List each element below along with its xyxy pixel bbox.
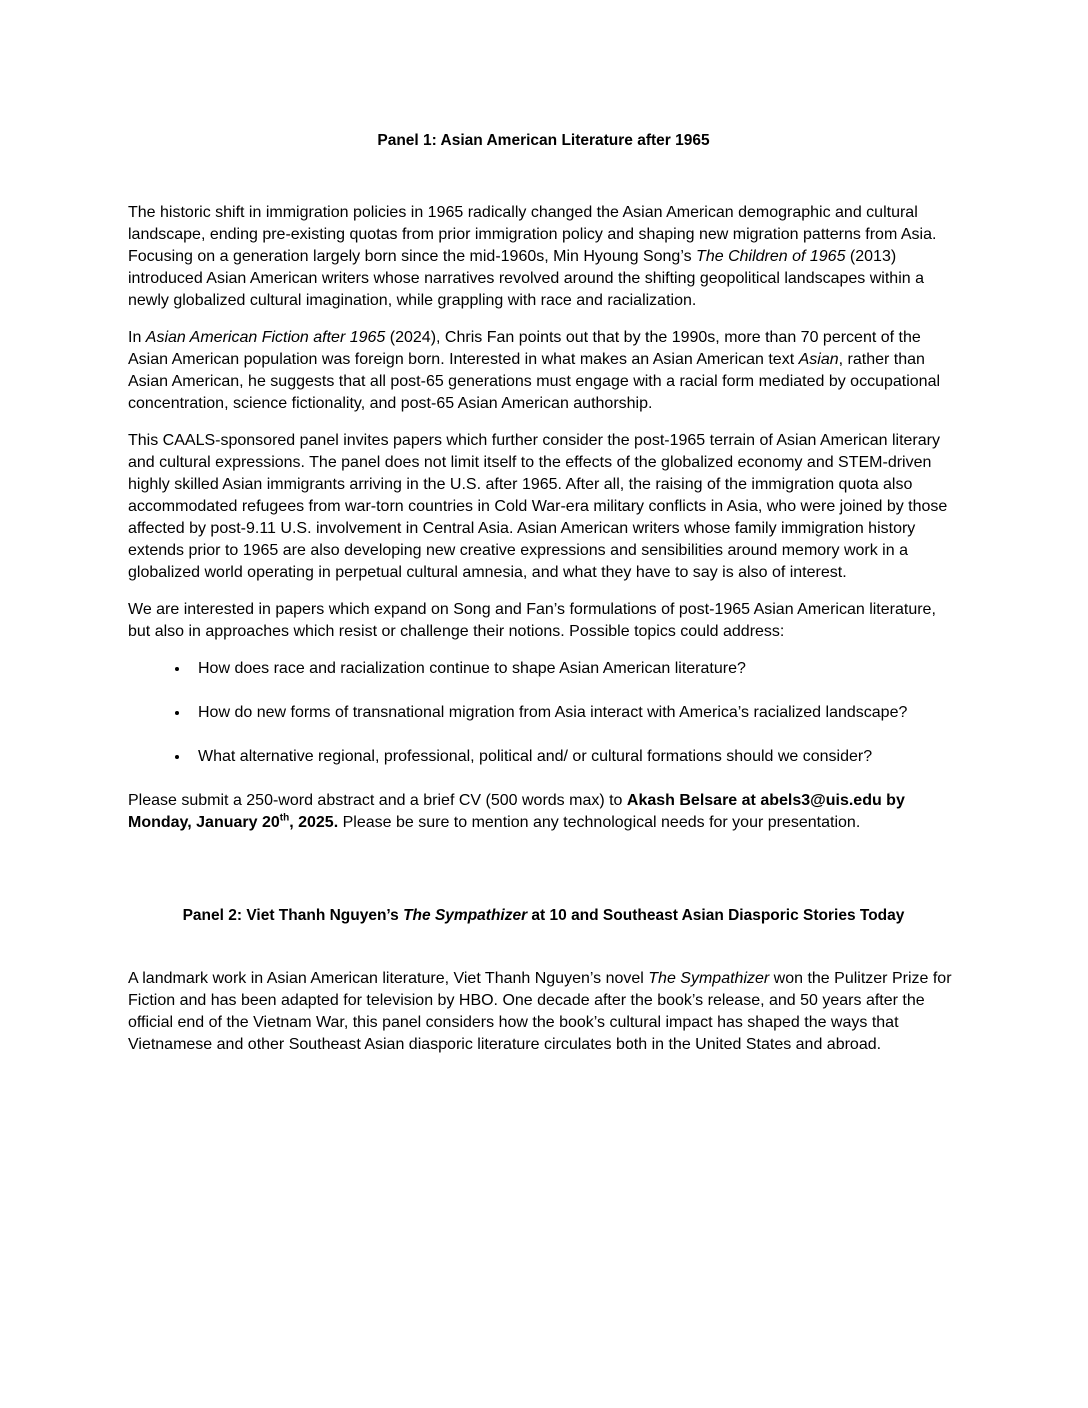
panel1-paragraph-4: We are interested in papers which expand on Song and Fan’s formulations of post-1965 Asian American literature, but also in approaches which resist or challenge their notions. Possible topics could address: [128,601,936,640]
topics-list [128,658,959,768]
panel1-submission-paragraph [128,790,959,834]
text-segment: , rather than Asian American, he suggests that all post-65 generations must engage with a racial form mediated by occupational concentration, science fictionality, and post-65 Asian American authorship. [128,351,941,412]
topic-item: • What alternative regional, professional, political and/ or cultural formations should we consider? [190,746,959,768]
topic-item: • How does race and racialization continue to shape Asian American literature? [190,658,959,680]
text-segment: at 10 and Southeast Asian Diasporic Stories Today [527,907,905,924]
panel1-paragraph-3: This CAALS-sponsored panel invites papers which further consider the post-1965 terrain of Asian American literary and cultural expressions. The panel does not limit itself to the effects of the globalized economy and STEM-driven highly skilled Asian immigrants arriving in the U.S. after 1965. After all, the raising of the immigration quota also accommodated refugees from war-torn countries in Cold War-era military conflicts in Asia, who were joined by those affected by post-9.11 U.S. involvement in Central Asia. Asian American writers whose family immigration history extends prior to 1965 are also developing new creative expressions and sensibilities around memory work in a globalized world operating in perpetual cultural amnesia, and what they have to say is also of interest. [128,432,948,581]
text-segment-italic: Asian American Fiction after 1965 [145,329,386,346]
ordinal-superscript: th [279,812,290,824]
text-segment: (2013) introduced Asian American writers whose narratives revolved around the shifting geopolitical landscapes within a newly globalized cultural imagination, while grappling with race and racialization. [128,248,924,309]
text-segment-bold: , 2025. [289,814,339,831]
text-segment-bold: Akash Belsare at abels3@uis.edu by Monday, January 20 [128,792,905,831]
text-segment: (2024), Chris Fan points out that by the 1990s, more than 70 percent of the Asian American population was foreign born. Interested in what makes an Asian American text [128,329,921,368]
panel2-title [128,905,959,927]
text-segment: In [128,329,146,346]
text-segment: A landmark work in Asian American literature, Viet Thanh Nguyen’s novel [128,970,649,987]
text-segment: Please submit a 250-word abstract and a brief CV (500 words max) to [128,792,627,809]
topic-item: • How do new forms of transnational migration from Asia interact with America’s racialized landscape? [190,702,959,724]
panel1-paragraph-1 [128,202,959,312]
text-segment: won the Pulitzer Prize for Fiction and has been adapted for television by HBO. One decade after the book’s release, and 50 years after the official end of the Vietnam War, this panel considers how the book’s cultural impact has shaped the ways that Vietnamese and other Southeast Asian diasporic literature circulates both in the United States and abroad. [128,970,952,1053]
text-segment-italic: The Children of 1965 [696,248,846,265]
text-segment-italic: Asian [798,351,839,368]
text-segment: The historic shift in immigration policies in 1965 radically changed the Asian American demographic and cultural landscape, ending pre-existing quotas from prior immigration policy and shaping new migration patterns from Asia. Focusing on a generation largely born since the mid-1960s, Min Hyoung Song’s [128,204,937,265]
panel2-paragraph-1 [128,968,959,1056]
text-segment-italic: The Sympathizer [403,907,528,924]
text-segment: Please be sure to mention any technological needs for your presentation. [338,814,861,831]
text-segment-italic: The Sympathizer [648,970,770,987]
text-segment: Panel 2: Viet Thanh Nguyen’s [182,907,404,924]
panel1-paragraph-2 [128,327,959,415]
panel1-title: Panel 1: Asian American Literature after 1965 [377,132,710,149]
